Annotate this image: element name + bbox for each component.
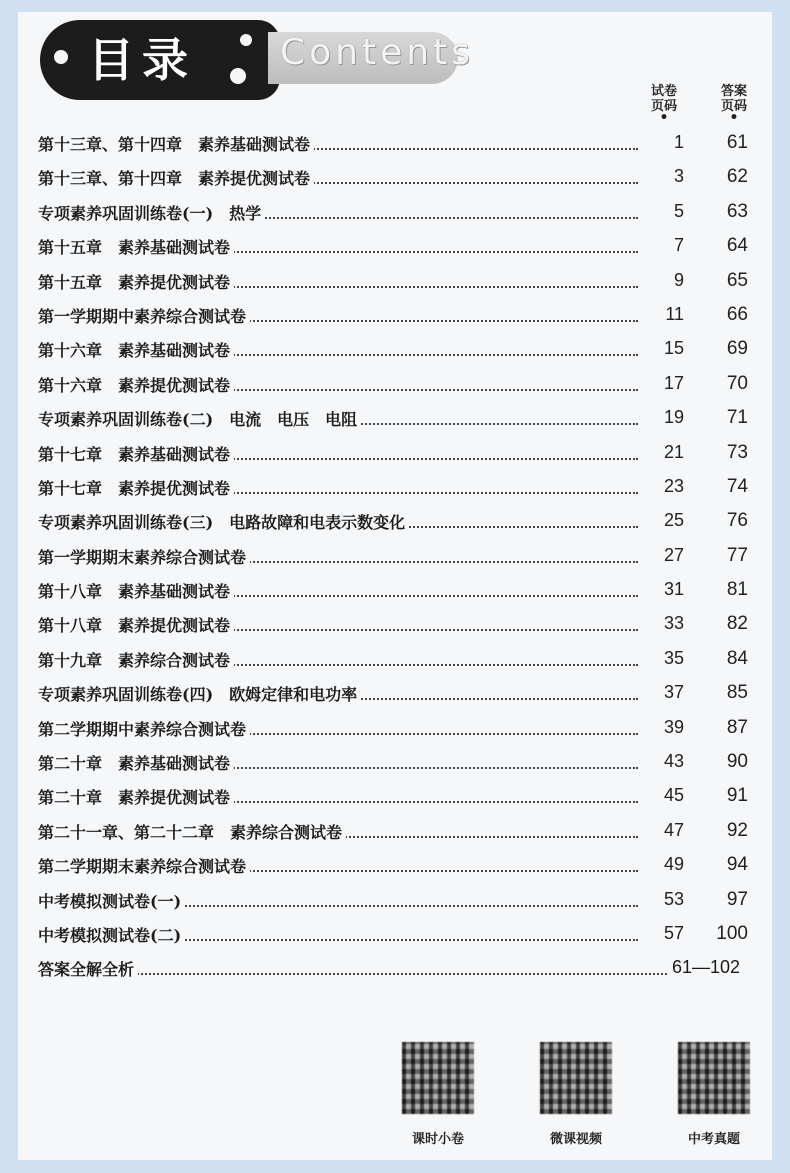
answer-page-range: 61—102 xyxy=(668,957,740,978)
test-page-number: 35 xyxy=(642,648,684,669)
toc-entry-title: 第二学期期中素养综合测试卷 xyxy=(38,717,250,740)
test-page-number: 21 xyxy=(642,442,684,463)
toc-row[interactable] xyxy=(18,195,772,229)
qr-code-image[interactable] xyxy=(402,1042,474,1114)
toc-row[interactable] xyxy=(18,642,772,676)
toc-entry-title: 专项素养巩固训练卷(二) 电流 电压 电阻 xyxy=(38,407,361,430)
test-page-number: 25 xyxy=(642,510,684,531)
toc-entry-title: 第二十一章、第二十二章 素养综合测试卷 xyxy=(38,820,346,843)
toc-row[interactable] xyxy=(18,229,772,263)
test-page-number: 33 xyxy=(642,613,684,634)
test-page-number: 11 xyxy=(642,304,684,325)
test-page-number: 3 xyxy=(642,166,684,187)
answer-page-number: 87 xyxy=(726,716,748,738)
toc-entry-title: 专项素养巩固训练卷(四) 欧姆定律和电功率 xyxy=(38,682,361,705)
answer-page-number: 91 xyxy=(726,785,748,807)
test-page-number: 53 xyxy=(642,889,684,910)
toc-row[interactable] xyxy=(18,573,772,607)
test-page-number: 23 xyxy=(642,476,684,497)
toc-row[interactable] xyxy=(18,332,772,366)
toc-entry-title: 第十六章 素养提优测试卷 xyxy=(38,373,234,396)
toc-row[interactable] xyxy=(18,539,772,573)
test-page-number: 19 xyxy=(642,407,684,428)
decor-dot xyxy=(230,68,246,84)
test-page-number: 1 xyxy=(642,132,684,153)
answer-page-number: 64 xyxy=(726,235,748,257)
test-page-number: 45 xyxy=(642,785,684,806)
qr-code-block[interactable] xyxy=(526,1042,626,1147)
toc-entry-title: 第十五章 素养基础测试卷 xyxy=(38,235,234,258)
answer-page-number: 94 xyxy=(726,854,748,876)
toc-row[interactable] xyxy=(18,745,772,779)
test-page-number: 31 xyxy=(642,579,684,600)
toc-entry-title: 第十三章、第十四章 素养基础测试卷 xyxy=(38,132,314,155)
toc-entry-title: 第二学期期末素养综合测试卷 xyxy=(38,854,250,877)
answer-page-number: 69 xyxy=(726,338,748,360)
answer-page-number: 76 xyxy=(726,510,748,532)
toc-entry-title: 第二十章 素养提优测试卷 xyxy=(38,785,234,808)
toc-row[interactable] xyxy=(18,126,772,160)
answer-section-title: 答案全解全析 xyxy=(38,957,138,980)
answer-page-number: 81 xyxy=(726,579,748,601)
qr-code-image[interactable] xyxy=(678,1042,750,1114)
toc-row[interactable] xyxy=(18,264,772,298)
qr-label: 中考真题 xyxy=(687,1132,740,1147)
toc-entry-title: 第一学期期末素养综合测试卷 xyxy=(38,545,250,568)
answer-page-number: 65 xyxy=(726,269,748,291)
toc-entry-title: 第一学期期中素养综合测试卷 xyxy=(38,304,250,327)
toc-row[interactable] xyxy=(18,676,772,710)
toc-row[interactable] xyxy=(18,298,772,332)
toc-row[interactable] xyxy=(18,160,772,194)
toc-entry-title: 第十五章 素养提优测试卷 xyxy=(38,270,234,293)
toc-row-answers[interactable] xyxy=(18,951,772,985)
test-page-number: 5 xyxy=(642,201,684,222)
test-page-number: 37 xyxy=(642,682,684,703)
test-page-number: 15 xyxy=(642,338,684,359)
answer-page-number: 77 xyxy=(726,544,748,566)
toc-entry-title: 第十九章 素养综合测试卷 xyxy=(38,648,234,671)
toc-row[interactable] xyxy=(18,436,772,470)
answer-page-number: 63 xyxy=(726,200,748,222)
decor-dot xyxy=(54,50,68,64)
answer-page-number: 74 xyxy=(726,475,748,497)
toc-row[interactable] xyxy=(18,883,772,917)
answer-page-number: 62 xyxy=(726,166,748,188)
toc-entry-title: 第十六章 素养基础测试卷 xyxy=(38,338,234,361)
qr-label: 课时小卷 xyxy=(411,1132,464,1147)
toc-entry-title: 专项素养巩固训练卷(三) 电路故障和电表示数变化 xyxy=(38,510,409,533)
toc-row[interactable] xyxy=(18,779,772,813)
test-page-number: 17 xyxy=(642,373,684,394)
toc-entry-title: 第十八章 素养提优测试卷 xyxy=(38,613,234,636)
decor-dot xyxy=(240,34,252,46)
toc-row[interactable] xyxy=(18,848,772,882)
test-page-number: 27 xyxy=(642,545,684,566)
toc-entry-title: 专项素养巩固训练卷(一) 热学 xyxy=(38,201,265,224)
answer-page-number: 100 xyxy=(716,922,748,944)
document-page xyxy=(18,12,772,1160)
toc-row[interactable] xyxy=(18,607,772,641)
answer-page-number: 84 xyxy=(726,647,748,669)
toc-row[interactable] xyxy=(18,814,772,848)
toc-entry-title: 第十八章 素养基础测试卷 xyxy=(38,579,234,602)
test-page-number: 39 xyxy=(642,717,684,738)
answer-page-number: 82 xyxy=(726,613,748,635)
answer-page-number: 61 xyxy=(726,132,748,153)
toc-row[interactable] xyxy=(18,401,772,435)
toc-row[interactable] xyxy=(18,917,772,951)
test-page-number: 57 xyxy=(642,923,684,944)
page-subtitle: Contents xyxy=(280,32,474,73)
test-page-number: 7 xyxy=(642,235,684,256)
toc-entry-title: 第二十章 素养基础测试卷 xyxy=(38,751,234,774)
toc-entry-title: 中考模拟测试卷(二) xyxy=(38,923,185,946)
qr-code-block[interactable] xyxy=(388,1042,488,1147)
answer-page-number: 97 xyxy=(726,888,748,910)
qr-code-image[interactable] xyxy=(540,1042,612,1114)
toc-row[interactable] xyxy=(18,470,772,504)
test-page-number: 43 xyxy=(642,751,684,772)
toc-entry-title: 中考模拟测试卷(一) xyxy=(38,889,185,912)
toc-entry-title: 第十三章、第十四章 素养提优测试卷 xyxy=(38,166,314,189)
answer-page-number: 73 xyxy=(726,441,748,463)
answer-page-column-label: 答案 页码 • xyxy=(720,84,747,126)
test-page-column-label: 试卷 页码 • xyxy=(650,84,677,126)
toc-list xyxy=(18,126,772,986)
toc-row[interactable] xyxy=(18,367,772,401)
toc-row[interactable] xyxy=(18,504,772,538)
answer-page-number: 92 xyxy=(726,819,748,841)
qr-label: 微课视频 xyxy=(549,1132,602,1147)
answer-page-number: 66 xyxy=(726,303,748,325)
toc-entry-title: 第十七章 素养提优测试卷 xyxy=(38,476,234,499)
page-title: 目录 xyxy=(88,33,196,87)
test-page-number: 9 xyxy=(642,270,684,291)
answer-page-number: 90 xyxy=(726,751,748,773)
toc-row[interactable] xyxy=(18,711,772,745)
test-page-number: 49 xyxy=(642,854,684,875)
test-page-number: 47 xyxy=(642,820,684,841)
qr-code-block[interactable] xyxy=(664,1042,764,1147)
answer-page-number: 70 xyxy=(726,372,748,394)
toc-entry-title: 第十七章 素养基础测试卷 xyxy=(38,442,234,465)
answer-page-number: 71 xyxy=(726,407,748,429)
answer-page-number: 85 xyxy=(726,682,748,704)
